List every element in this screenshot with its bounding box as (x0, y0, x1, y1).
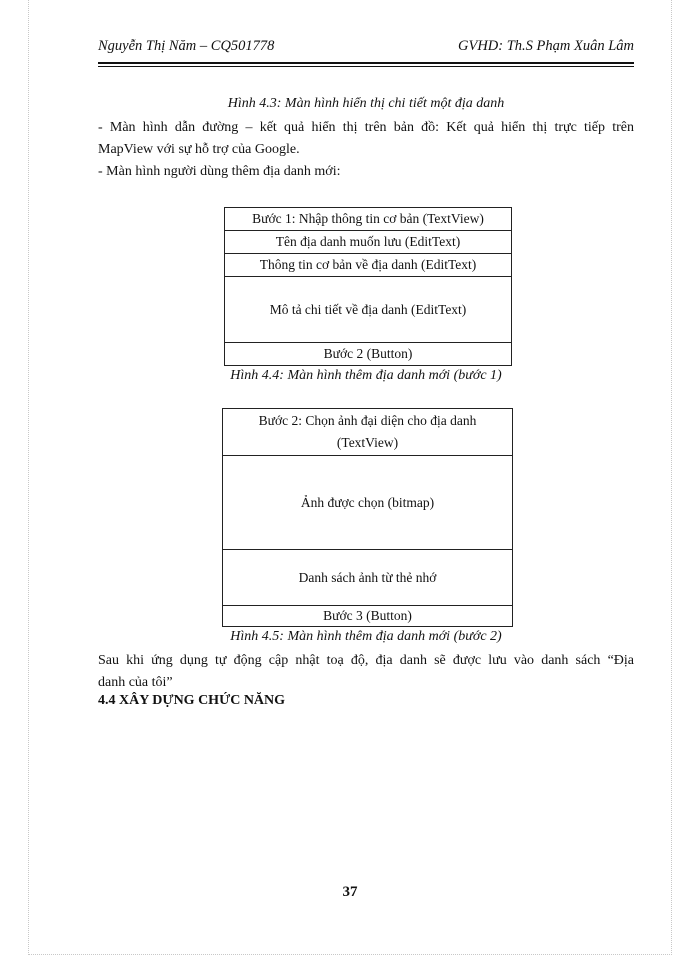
basic-info-cell: Thông tin cơ bản về địa danh (EditText) (225, 254, 511, 277)
intro-map-line-1: - Màn hình dẫn đường – kết quả hiển thị trên bản đồ: Kết quả hiển thị trực tiếp trên (98, 120, 634, 135)
header-rule (98, 62, 634, 64)
figure-4-4-layout (224, 207, 512, 366)
selected-image-cell: Ảnh được chọn (bitmap) (223, 456, 512, 550)
intro-add-line: - Màn hình người dùng thêm địa danh mới: (98, 164, 341, 179)
outro-line-2: danh của tôi” (98, 675, 173, 690)
header-rule-thin (98, 66, 634, 67)
figure-caption-4-3: Hình 4.3: Màn hình hiển thị chi tiết một địa danh (227, 96, 505, 111)
step3-button-cell: Bước 3 (Button) (323, 608, 412, 623)
page-header (98, 38, 634, 55)
image-list-cell: Danh sách ảnh từ thẻ nhớ (223, 550, 512, 606)
outro-paragraph (98, 650, 634, 694)
step2-title-cell: Bước 2: Chọn ảnh đại diện cho địa danh (TextView) (223, 409, 512, 456)
step2-button-cell: Bước 2 (Button) (323, 346, 413, 361)
header-advisor: GVHD: Th.S Phạm Xuân Lâm (457, 38, 634, 54)
intro-paragraph (98, 117, 634, 183)
figure-caption-4-5: Hình 4.5: Màn hình thêm địa danh mới (bước 2) (230, 629, 502, 644)
figure-caption-4-4: Hình 4.4: Màn hình thêm địa danh mới (bước 1) (230, 368, 502, 383)
section-heading: 4.4 XÂY DỰNG CHỨC NĂNG (98, 693, 286, 708)
outro-line-1: Sau khi ứng dụng tự động cập nhật toạ độ, địa danh sẽ được lưu vào danh sách “Địa (98, 653, 634, 668)
figure-4-5-layout (222, 408, 513, 627)
place-name-cell: Tên địa danh muốn lưu (EditText) (225, 231, 511, 254)
page-number: 37 (342, 884, 358, 900)
detail-description-cell: Mô tả chi tiết về địa danh (EditText) (225, 277, 511, 343)
step1-title-cell: Bước 1: Nhập thông tin cơ bản (TextView) (225, 208, 511, 231)
header-author: Nguyễn Thị Năm – CQ501778 (98, 38, 275, 54)
intro-map-line-2: MapView với sự hỗ trợ của Google. (98, 142, 300, 157)
